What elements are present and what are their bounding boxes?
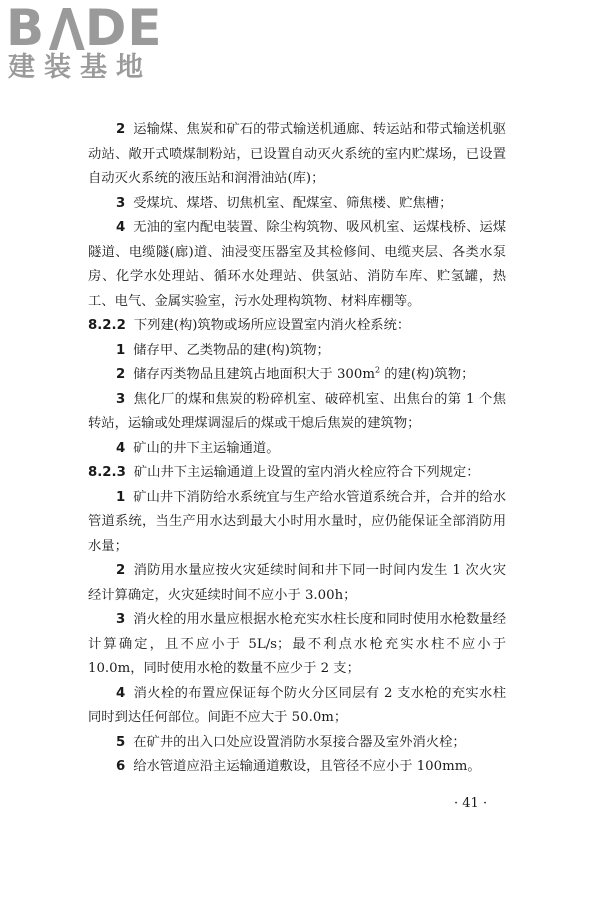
list-item: 5 在矿井的出入口处应设置消防水泵接合器及室外消火栓； <box>116 734 466 750</box>
document-body <box>88 118 506 780</box>
list-item: 3 受煤坑、煤塔、切焦机室、配煤室、筛焦楼、贮焦槽； <box>116 195 453 211</box>
list-item: 1 矿山井下消防给水系统宜与生产给水管道系统合并，合并的给水管道系统，当生产用水达到最大小时用水量时，应仍能保证全部消防用水量； <box>88 489 506 554</box>
clause-heading: 8.2.2 下列建(构)筑物或场所应设置室内消火栓系统： <box>88 318 411 333</box>
logo-wordmark <box>6 0 186 57</box>
list-item: 4 无油的室内配电装置、除尘构筑物、吸风机室、运煤栈桥、运煤隧道、电缆隧(廊)道、油浸变压器室及其检修间、电缆夹层、各类水泵房、化学水处理站、循环水处理站、供氢站、消防车库、贮氢罐，热工、电气、金属实验室，污水处理构筑物、材料库棚等。 <box>88 220 506 309</box>
list-item: 2 消防用水量应按火灾延续时间和井下同一时间内发生 1 次火灾经计算确定，火灾延续时间不应小于 3.00h； <box>88 563 506 603</box>
logo-chinese: 建装基地 <box>8 52 152 83</box>
list-item: 3 消火栓的用水量应根据水枪充实水柱长度和同时使用水枪数量经计算确定，且不应小于 5L/s；最不利点水枪充实水柱不应小于 10.0m，同时使用水枪的数量不应少于 2 支； <box>88 612 506 676</box>
logo-letter-a <box>45 2 85 54</box>
list-item: 2 储存丙类物品且建筑占地面积大于 $300m^2$ 的建(构)筑物； <box>116 365 475 382</box>
clause-heading: 8.2.3 矿山井下主运输通道上设置的室内消火栓应符合下列规定： <box>88 465 480 480</box>
list-item: 1 储存甲、乙类物品的建(构)筑物； <box>116 342 330 358</box>
list-item: 2 运输煤、焦炭和矿石的带式输送机通廊、转运站和带式输送机驱动站、敞开式喷煤制粉站，已设置自动灭火系统的室内贮煤场，已设置自动灭火系统的液压站和润滑油站(库)； <box>88 122 506 186</box>
logo-letters-post: DE <box>84 0 163 57</box>
watermark-logo <box>6 2 186 84</box>
list-item: 3 焦化厂的煤和焦炭的粉碎机室、破碎机室、出焦台的第 1 个焦转站，运输或处理煤调湿后的煤或干熄后焦炭的建筑物； <box>88 391 506 431</box>
logo-a-chevron-icon <box>45 2 85 54</box>
list-item: 4 消火栓的布置应保证每个防火分区同层有 2 支水枪的充实水柱同时到达任何部位。间距不应大于 50.0m； <box>88 685 506 725</box>
logo-letters-pre: B <box>6 0 46 57</box>
page-number: · 41 · <box>454 796 488 811</box>
list-item: 4 矿山的井下主运输通道。 <box>116 440 280 456</box>
list-item: 6 给水管道应沿主运输通道敷设，且管径不应小于 100mm。 <box>116 759 481 774</box>
